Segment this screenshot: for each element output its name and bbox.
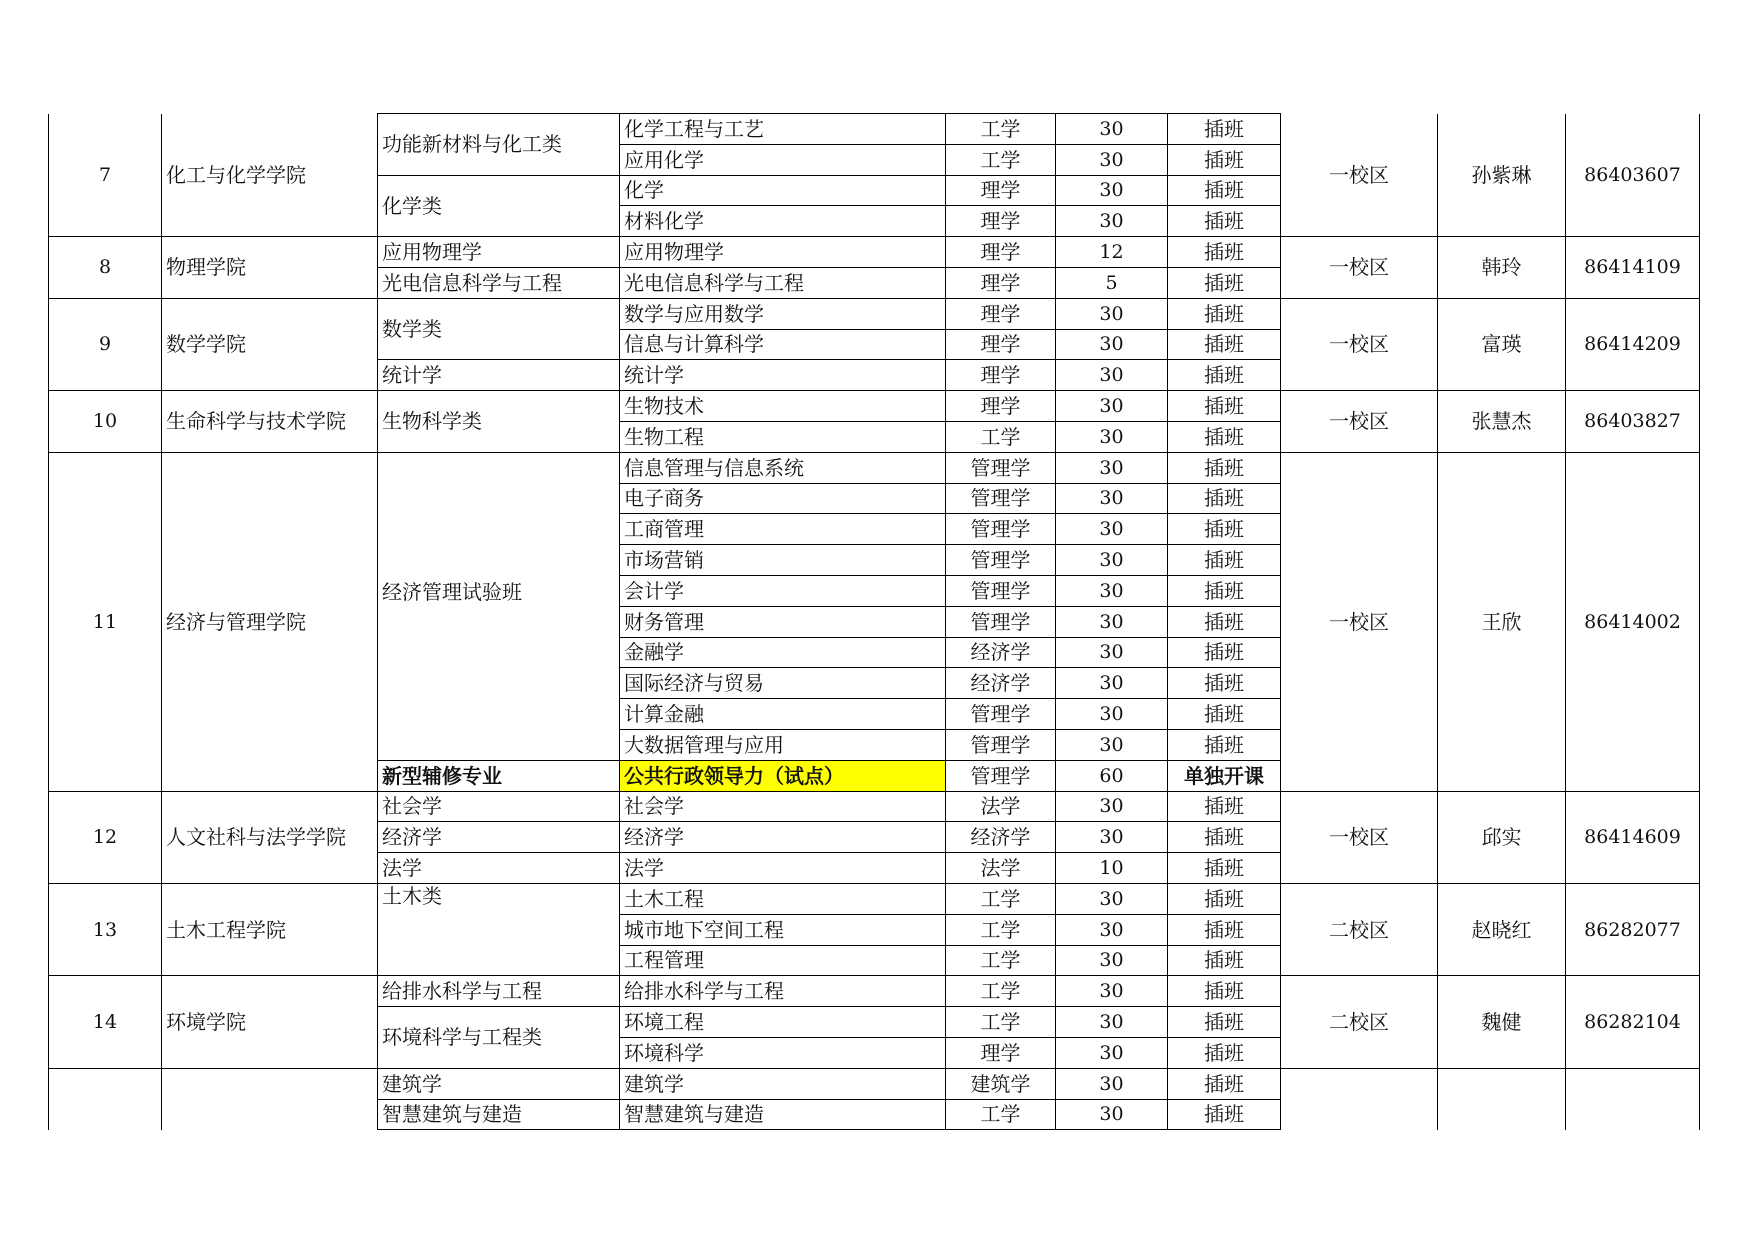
campus-cell: 一校区 <box>1281 391 1438 453</box>
major-cell: 金融学 <box>620 637 946 668</box>
contact-cell: 孙紫琳 <box>1438 114 1566 237</box>
major-cell: 光电信息科学与工程 <box>620 267 946 298</box>
major-cell: 信息与计算科学 <box>620 329 946 360</box>
phone-cell: 86282104 <box>1566 976 1700 1068</box>
discipline-cell: 管理学 <box>946 483 1056 514</box>
mode-cell: 插班 <box>1168 483 1281 514</box>
quota-cell: 30 <box>1056 206 1168 237</box>
category-cell: 给排水科学与工程 <box>378 976 620 1007</box>
discipline-cell: 理学 <box>946 175 1056 206</box>
quota-cell: 30 <box>1056 452 1168 483</box>
table-row <box>49 391 1700 422</box>
major-cell: 市场营销 <box>620 545 946 576</box>
category-cell: 应用物理学 <box>378 237 620 268</box>
major-cell: 生物技术 <box>620 391 946 422</box>
quota-cell: 30 <box>1056 822 1168 853</box>
mode-cell: 插班 <box>1168 514 1281 545</box>
quota-cell: 30 <box>1056 421 1168 452</box>
major-cell: 数学与应用数学 <box>620 298 946 329</box>
table-row <box>49 452 1700 483</box>
major-cell: 应用化学 <box>620 144 946 175</box>
quota-cell: 30 <box>1056 976 1168 1007</box>
category-cell: 化学类 <box>378 175 620 237</box>
phone-cell: 86282077 <box>1566 883 1700 975</box>
major-cell: 法学 <box>620 853 946 884</box>
mode-cell: 插班 <box>1168 976 1281 1007</box>
quota-cell: 30 <box>1056 298 1168 329</box>
phone-cell: 86414209 <box>1566 298 1700 390</box>
campus-cell: 一校区 <box>1281 237 1438 299</box>
contact-cell: 张慧杰 <box>1438 391 1566 453</box>
discipline-cell: 管理学 <box>946 760 1056 791</box>
discipline-cell: 管理学 <box>946 729 1056 760</box>
campus-cell: 二校区 <box>1281 976 1438 1068</box>
discipline-cell: 经济学 <box>946 637 1056 668</box>
discipline-cell: 管理学 <box>946 545 1056 576</box>
quota-cell: 30 <box>1056 175 1168 206</box>
phone-cell: 86414109 <box>1566 237 1700 299</box>
major-cell: 城市地下空间工程 <box>620 914 946 945</box>
discipline-cell: 理学 <box>946 1037 1056 1068</box>
major-cell: 工商管理 <box>620 514 946 545</box>
quota-cell: 30 <box>1056 1068 1168 1099</box>
discipline-cell: 管理学 <box>946 699 1056 730</box>
college-cell: 土木工程学院 <box>162 883 378 975</box>
quota-cell: 30 <box>1056 791 1168 822</box>
discipline-cell: 管理学 <box>946 514 1056 545</box>
quota-cell: 30 <box>1056 1007 1168 1038</box>
quota-cell: 30 <box>1056 545 1168 576</box>
discipline-cell: 理学 <box>946 391 1056 422</box>
major-cell: 统计学 <box>620 360 946 391</box>
discipline-cell: 理学 <box>946 360 1056 391</box>
major-cell: 给排水科学与工程 <box>620 976 946 1007</box>
quota-cell: 30 <box>1056 1099 1168 1130</box>
mode-cell: 插班 <box>1168 237 1281 268</box>
category-cell: 生物科学类 <box>378 391 620 453</box>
discipline-cell: 管理学 <box>946 575 1056 606</box>
quota-cell: 5 <box>1056 267 1168 298</box>
discipline-cell: 工学 <box>946 114 1056 145</box>
major-cell: 生物工程 <box>620 421 946 452</box>
mode-cell: 插班 <box>1168 729 1281 760</box>
mode-cell: 插班 <box>1168 452 1281 483</box>
quota-cell: 30 <box>1056 514 1168 545</box>
contact-cell: 赵晓红 <box>1438 883 1566 975</box>
row-number-cell: 8 <box>49 237 162 299</box>
major-cell: 环境科学 <box>620 1037 946 1068</box>
quota-cell: 30 <box>1056 883 1168 914</box>
campus-cell: 一校区 <box>1281 452 1438 791</box>
campus-cell: 二校区 <box>1281 883 1438 975</box>
mode-cell: 插班 <box>1168 1068 1281 1099</box>
row-number-cell: 12 <box>49 791 162 883</box>
quota-cell: 30 <box>1056 575 1168 606</box>
mode-cell: 插班 <box>1168 144 1281 175</box>
quota-cell: 30 <box>1056 144 1168 175</box>
mode-cell: 插班 <box>1168 945 1281 976</box>
mode-cell: 插班 <box>1168 637 1281 668</box>
discipline-cell: 工学 <box>946 976 1056 1007</box>
row-number-cell: 13 <box>49 883 162 975</box>
phone-cell: 86403607 <box>1566 114 1700 237</box>
discipline-cell: 工学 <box>946 144 1056 175</box>
discipline-cell: 工学 <box>946 945 1056 976</box>
row-number-cell: 11 <box>49 452 162 791</box>
contact-cell <box>1438 1068 1566 1130</box>
quota-cell: 30 <box>1056 699 1168 730</box>
mode-cell: 插班 <box>1168 175 1281 206</box>
discipline-cell: 经济学 <box>946 668 1056 699</box>
major-cell: 化学工程与工艺 <box>620 114 946 145</box>
table-row <box>49 883 1700 914</box>
quota-cell: 30 <box>1056 483 1168 514</box>
campus-cell: 一校区 <box>1281 298 1438 390</box>
discipline-cell: 法学 <box>946 853 1056 884</box>
mode-cell: 插班 <box>1168 575 1281 606</box>
contact-cell: 邱实 <box>1438 791 1566 883</box>
table-row <box>49 791 1700 822</box>
discipline-cell: 管理学 <box>946 452 1056 483</box>
quota-cell: 30 <box>1056 637 1168 668</box>
category-cell: 社会学 <box>378 791 620 822</box>
mode-cell: 插班 <box>1168 206 1281 237</box>
major-cell: 电子商务 <box>620 483 946 514</box>
category-cell: 法学 <box>378 853 620 884</box>
major-cell: 会计学 <box>620 575 946 606</box>
table-row <box>49 976 1700 1007</box>
category-cell: 土木类 <box>378 883 620 975</box>
row-number-cell <box>49 1068 162 1130</box>
major-cell: 材料化学 <box>620 206 946 237</box>
row-number-cell: 9 <box>49 298 162 390</box>
quota-cell: 30 <box>1056 360 1168 391</box>
college-cell: 物理学院 <box>162 237 378 299</box>
discipline-cell: 工学 <box>946 421 1056 452</box>
table-row <box>49 114 1700 145</box>
mode-cell: 插班 <box>1168 914 1281 945</box>
quota-cell: 30 <box>1056 668 1168 699</box>
table-row <box>49 237 1700 268</box>
contact-cell: 魏健 <box>1438 976 1566 1068</box>
major-cell: 大数据管理与应用 <box>620 729 946 760</box>
mode-cell: 插班 <box>1168 883 1281 914</box>
campus-cell <box>1281 1068 1438 1130</box>
mode-cell: 插班 <box>1168 606 1281 637</box>
mode-cell: 插班 <box>1168 298 1281 329</box>
quota-cell: 60 <box>1056 760 1168 791</box>
college-cell: 化工与化学学院 <box>162 114 378 237</box>
category-cell: 环境科学与工程类 <box>378 1007 620 1069</box>
quota-cell: 30 <box>1056 391 1168 422</box>
major-cell: 信息管理与信息系统 <box>620 452 946 483</box>
mode-cell: 插班 <box>1168 791 1281 822</box>
college-cell: 生命科学与技术学院 <box>162 391 378 453</box>
category-cell: 新型辅修专业 <box>378 760 620 791</box>
mode-cell: 插班 <box>1168 114 1281 145</box>
quota-cell: 30 <box>1056 606 1168 637</box>
minor-program-table <box>48 113 1700 1130</box>
mode-cell: 插班 <box>1168 699 1281 730</box>
category-cell: 经济管理试验班 <box>378 452 620 760</box>
major-cell: 财务管理 <box>620 606 946 637</box>
discipline-cell: 工学 <box>946 1007 1056 1038</box>
mode-cell: 插班 <box>1168 267 1281 298</box>
mode-cell: 插班 <box>1168 360 1281 391</box>
campus-cell: 一校区 <box>1281 791 1438 883</box>
discipline-cell: 经济学 <box>946 822 1056 853</box>
major-cell: 土木工程 <box>620 883 946 914</box>
mode-cell: 插班 <box>1168 668 1281 699</box>
discipline-cell: 理学 <box>946 267 1056 298</box>
quota-cell: 10 <box>1056 853 1168 884</box>
major-cell: 计算金融 <box>620 699 946 730</box>
college-cell: 人文社科与法学学院 <box>162 791 378 883</box>
phone-cell: 86414609 <box>1566 791 1700 883</box>
major-cell: 应用物理学 <box>620 237 946 268</box>
discipline-cell: 工学 <box>946 883 1056 914</box>
college-cell: 环境学院 <box>162 976 378 1068</box>
quota-cell: 30 <box>1056 729 1168 760</box>
mode-cell: 插班 <box>1168 853 1281 884</box>
contact-cell: 王欣 <box>1438 452 1566 791</box>
discipline-cell: 工学 <box>946 1099 1056 1130</box>
quota-cell: 30 <box>1056 329 1168 360</box>
discipline-cell: 法学 <box>946 791 1056 822</box>
mode-cell: 插班 <box>1168 391 1281 422</box>
major-cell: 化学 <box>620 175 946 206</box>
discipline-cell: 理学 <box>946 237 1056 268</box>
row-number-cell: 7 <box>49 114 162 237</box>
discipline-cell: 理学 <box>946 329 1056 360</box>
phone-cell: 86403827 <box>1566 391 1700 453</box>
contact-cell: 富瑛 <box>1438 298 1566 390</box>
major-cell: 智慧建筑与建造 <box>620 1099 946 1130</box>
category-cell: 经济学 <box>378 822 620 853</box>
college-cell: 经济与管理学院 <box>162 452 378 791</box>
discipline-cell: 理学 <box>946 206 1056 237</box>
major-cell: 国际经济与贸易 <box>620 668 946 699</box>
discipline-cell: 理学 <box>946 298 1056 329</box>
major-cell: 工程管理 <box>620 945 946 976</box>
campus-cell: 一校区 <box>1281 114 1438 237</box>
table-row <box>49 298 1700 329</box>
table-row <box>49 1068 1700 1099</box>
category-cell: 数学类 <box>378 298 620 360</box>
phone-cell: 86414002 <box>1566 452 1700 791</box>
mode-cell: 插班 <box>1168 1037 1281 1068</box>
quota-cell: 30 <box>1056 914 1168 945</box>
major-cell: 社会学 <box>620 791 946 822</box>
quota-cell: 30 <box>1056 114 1168 145</box>
discipline-cell: 工学 <box>946 914 1056 945</box>
phone-cell <box>1566 1068 1700 1130</box>
major-cell: 公共行政领导力（试点） <box>620 760 946 791</box>
program-table <box>48 113 1700 1130</box>
category-cell: 功能新材料与化工类 <box>378 114 620 176</box>
mode-cell: 插班 <box>1168 822 1281 853</box>
discipline-cell: 建筑学 <box>946 1068 1056 1099</box>
category-cell: 建筑学 <box>378 1068 620 1099</box>
category-cell: 光电信息科学与工程 <box>378 267 620 298</box>
college-cell: 数学学院 <box>162 298 378 390</box>
major-cell: 环境工程 <box>620 1007 946 1038</box>
row-number-cell: 10 <box>49 391 162 453</box>
row-number-cell: 14 <box>49 976 162 1068</box>
mode-cell: 单独开课 <box>1168 760 1281 791</box>
mode-cell: 插班 <box>1168 1007 1281 1038</box>
mode-cell: 插班 <box>1168 421 1281 452</box>
mode-cell: 插班 <box>1168 545 1281 576</box>
college-cell <box>162 1068 378 1130</box>
category-cell: 统计学 <box>378 360 620 391</box>
major-cell: 经济学 <box>620 822 946 853</box>
quota-cell: 12 <box>1056 237 1168 268</box>
mode-cell: 插班 <box>1168 1099 1281 1130</box>
category-cell: 智慧建筑与建造 <box>378 1099 620 1130</box>
quota-cell: 30 <box>1056 945 1168 976</box>
quota-cell: 30 <box>1056 1037 1168 1068</box>
contact-cell: 韩玲 <box>1438 237 1566 299</box>
mode-cell: 插班 <box>1168 329 1281 360</box>
major-cell: 建筑学 <box>620 1068 946 1099</box>
discipline-cell: 管理学 <box>946 606 1056 637</box>
